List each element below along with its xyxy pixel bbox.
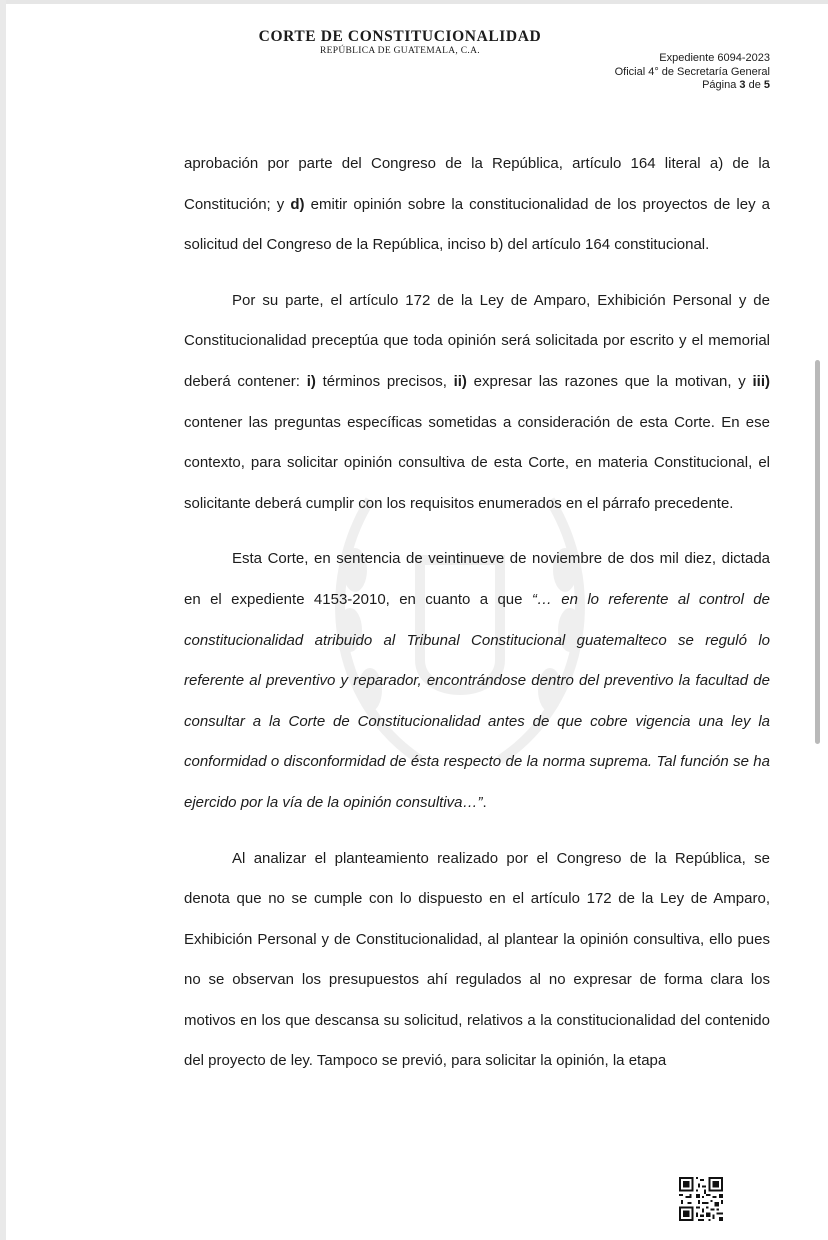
quotation-italic: “… en lo referente al control de constitucionalidad atribuido al Tribunal Constitucional guatemalteco se reguló lo referente al preventivo y reparador, encontrándose dentro del preventivo la facultad de consultar a la Corte de Constitucionalidad antes de que cobre vigencia una ley la conformidad o disconformidad de ésta respecto de la norma suprema. Tal función se ha ejercido por la vía de la opinión consultiva…” — [184, 590, 770, 811]
oficial-label: Oficial 4° de Secretaría General — [614, 65, 770, 78]
expediente-number: Expediente 6094-2023 — [659, 52, 770, 64]
bold-run: iii) — [752, 372, 770, 390]
paragraph-4 — [184, 839, 770, 1083]
paragraph-2 — [184, 281, 770, 525]
page-edge-left — [0, 0, 6, 1240]
text-run: términos precisos, — [315, 372, 454, 390]
page-current: 3 — [739, 79, 746, 91]
bold-run: d) — [290, 195, 305, 213]
text-run: aprobación por parte del Congreso de la República, artículo 164 literal a) de la Constitución; y — [184, 155, 770, 213]
bold-run: ii) — [453, 372, 467, 390]
country-subtitle: REPÚBLICA DE GUATEMALA, C.A. — [320, 46, 480, 56]
text-run: Esta Corte, en sentencia de veintinueve de noviembre de dos mil diez, dictada en el expediente 4153-2010, en cuanto a que — [184, 550, 770, 608]
text-run: expresar las razones que la motivan, y — [466, 372, 753, 390]
document-body — [184, 144, 770, 1082]
bold-run: i) — [306, 372, 316, 390]
page-prefix: Página — [702, 79, 740, 91]
qr-code-icon — [679, 1176, 723, 1222]
document-header — [0, 28, 828, 98]
page-edge-top — [0, 0, 828, 4]
text-run: Por su parte, el artículo 172 de la Ley de Amparo, Exhibición Personal y de Constitucionalidad preceptúa que toda opinión será solicitada por escrito y el memorial deberá contener: — [184, 291, 770, 390]
text-run: Al analizar el planteamiento realizado por el Congreso de la República, se denota que no se cumple con lo dispuesto en el artículo 172 de la Ley de Amparo, Exhibición Personal y de Constitucionalidad, al plantear la opinión consultiva, ello pues no se observan los presupuestos ahí regulados al no expresar de forma clara los motivos en los que descansa su solicitud, relativos a la constitucionalidad del contenido del proyecto de ley. Tampoco se previó, para solicitar la opinión, la etapa — [184, 849, 770, 1070]
page-total: 5 — [763, 79, 770, 91]
paragraph-3 — [184, 539, 770, 823]
court-name: CORTE DE CONSTITUCIONALIDAD — [258, 28, 542, 45]
text-run: contener las preguntas específicas sometidas a consideración de esta Corte. En ese contexto, para solicitar opinión consultiva de esta Corte, en materia Constitucional, el solicitante deberá cumplir con los requisitos enumerados en el párrafo precedente. — [184, 413, 770, 512]
text-run: . — [482, 793, 487, 811]
page-counter — [615, 79, 770, 93]
case-metadata — [615, 52, 770, 93]
paragraph-1 — [184, 144, 770, 266]
text-run: emitir opinión sobre la constitucionalidad de los proyectos de ley a solicitud del Congreso de la República, inciso b) del artículo 164 constitucional. — [184, 195, 771, 254]
scrollbar-thumb[interactable] — [815, 360, 820, 744]
page-of: de — [745, 79, 764, 91]
